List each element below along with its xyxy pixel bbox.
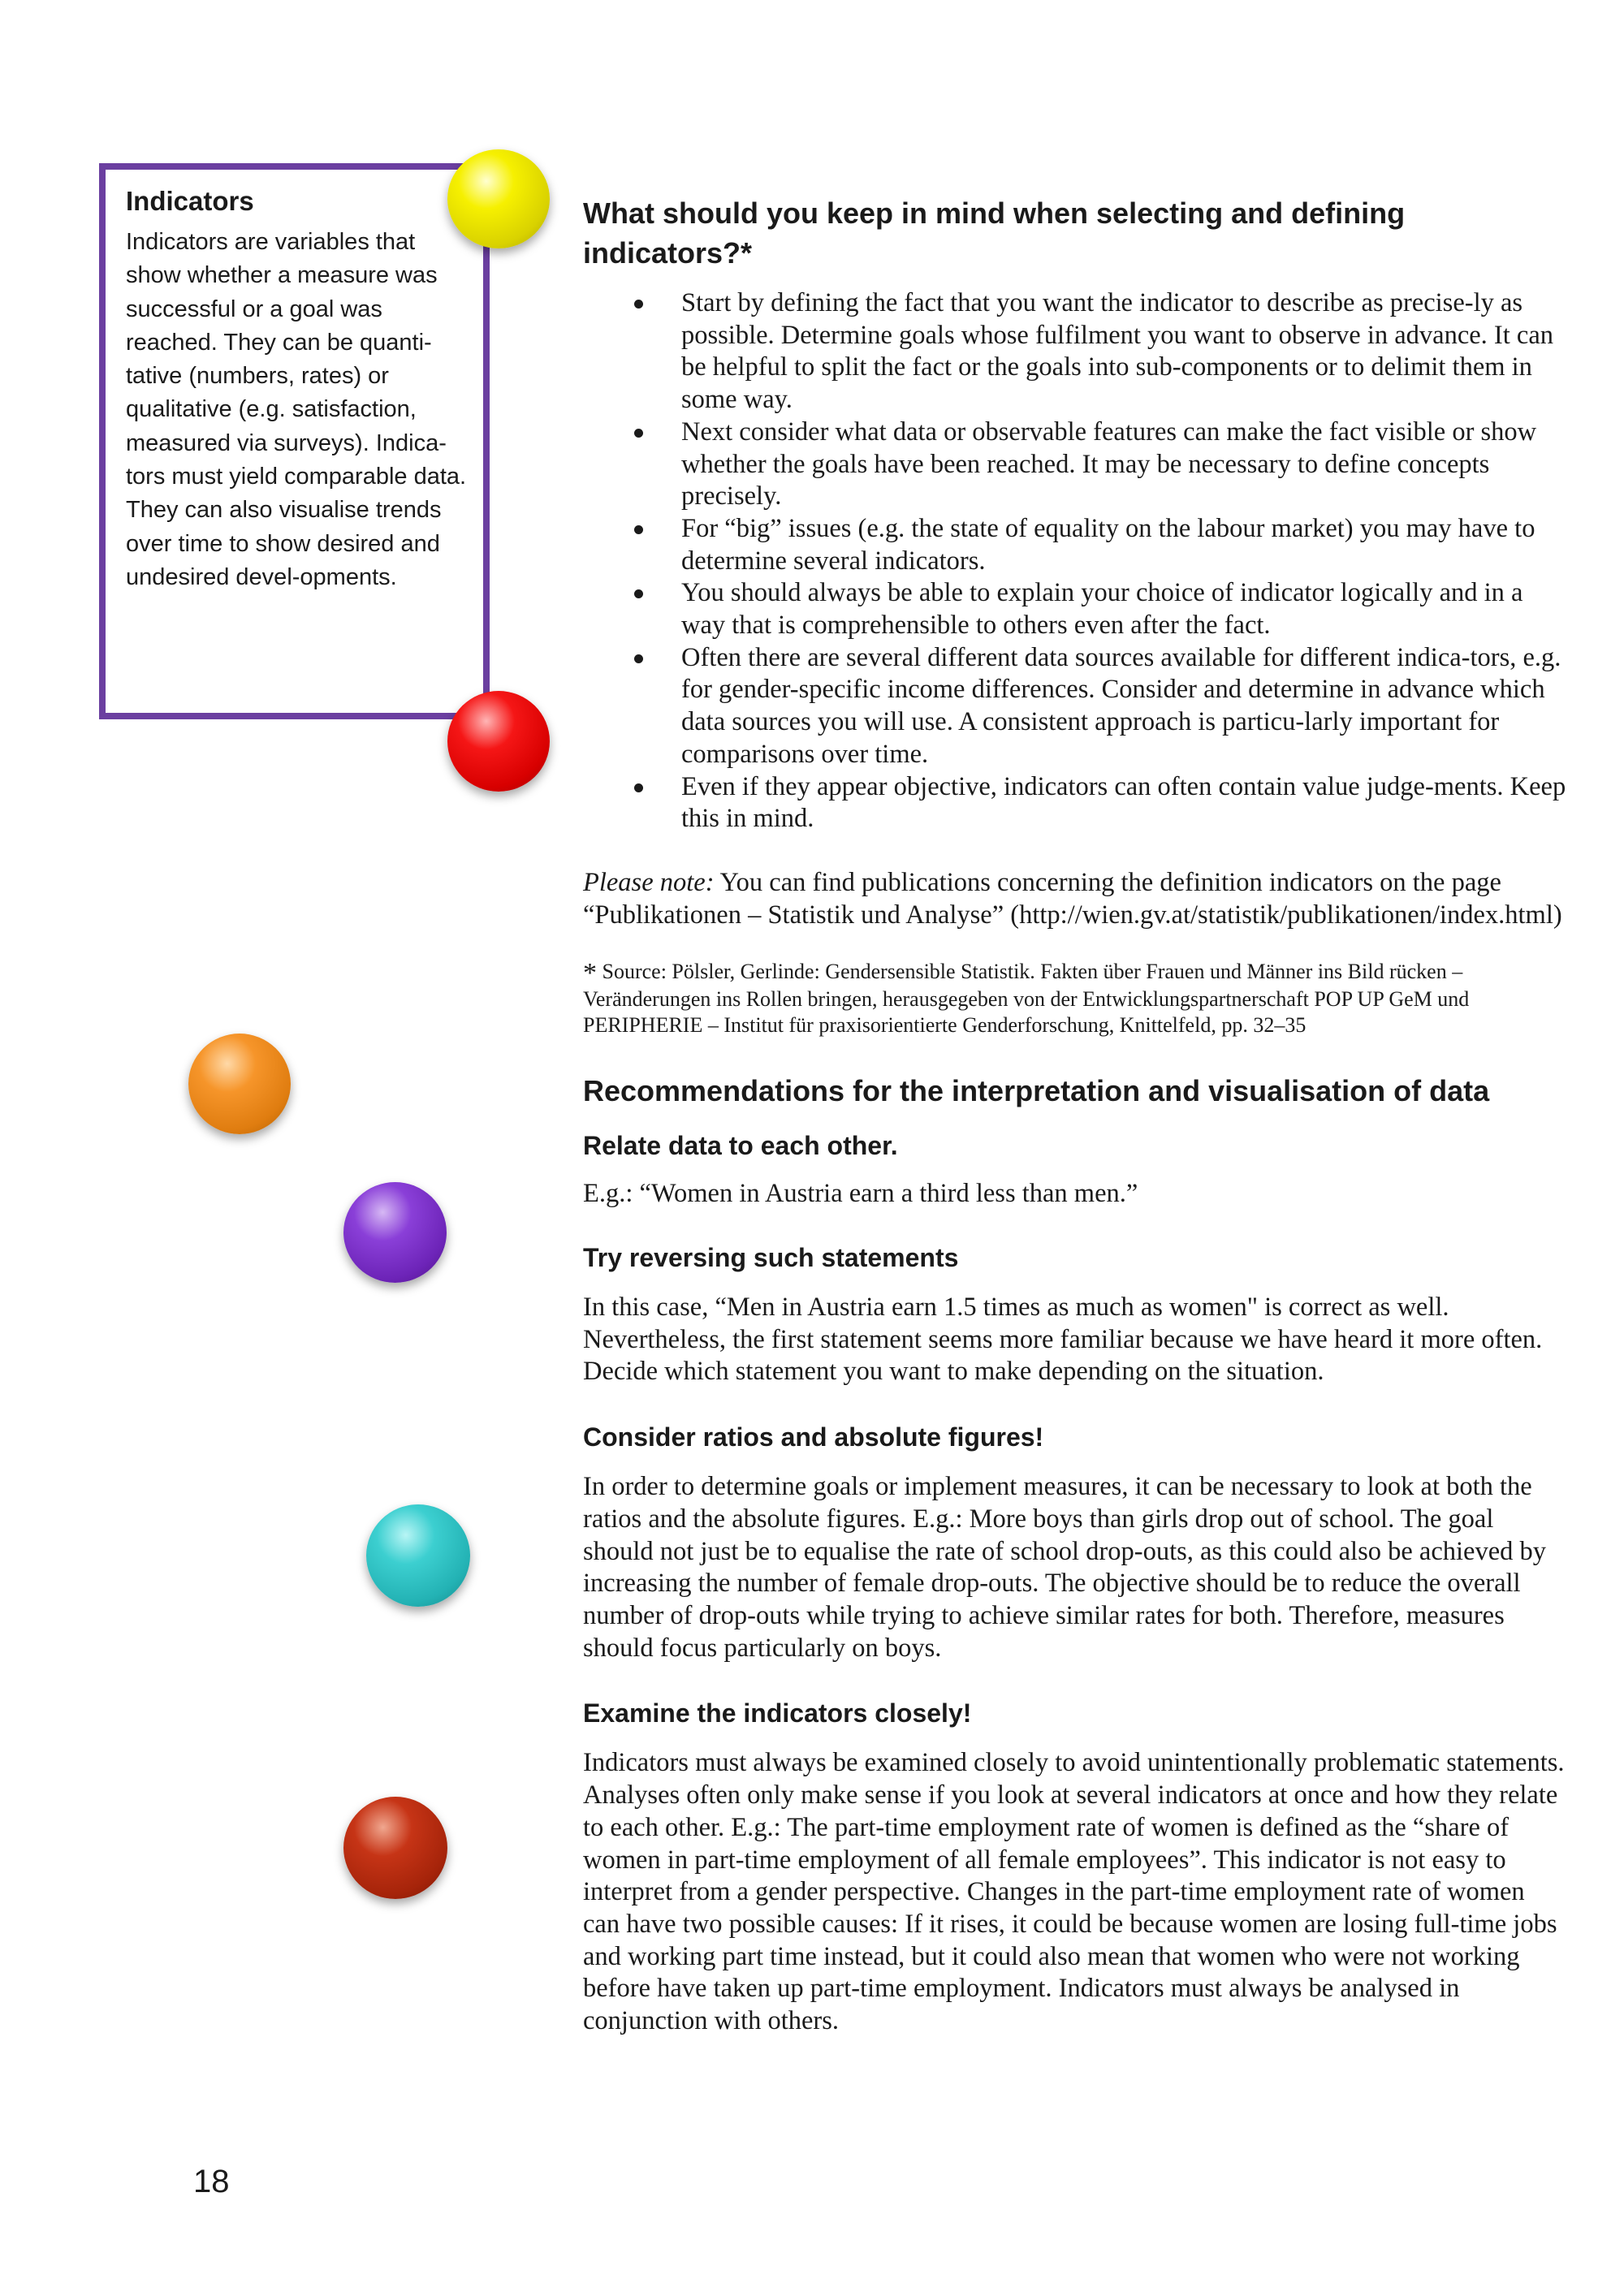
main-column [583, 193, 1567, 2038]
indicators-box-text: Indicators are variables that show whether a measure was successful or a goal was reached. They can be quanti-tative (numbers, rates) or qualitative (e.g. satisfaction, measured via surveys). Indica-tors must yield comparable data. They can also visualise trends over time to show desired and undesired devel-opments. [126, 229, 467, 590]
section-heading-indicators: What should you keep in mind when selecting and defining indicators?* [583, 196, 1406, 270]
please-note-text: You can find publications concerning the definition indicators on the page “Publikationen – Statistik und Analyse” (http://wien.gv.at/statistik/publikationen/index.html) [583, 867, 1562, 930]
indicator-guidelines-list [583, 287, 1567, 835]
subheading-reversing-statements: Try reversing such statements [583, 1243, 959, 1273]
dark-red-ball-icon [343, 1797, 447, 1899]
purple-ball-icon [343, 1182, 447, 1283]
please-note-label: Please note: [583, 867, 715, 897]
subheading-examine-indicators: Examine the indicators closely! [583, 1698, 972, 1728]
paragraph-examine-indicators: Indicators must always be examined closely to avoid unintentionally problematic statements. Analyses often only make sense if you look at several indicators at once and how they relate to each other. E.g.: The part-time employment rate of women is defined as the “share of women in part-time employment of all female employees”. This indicator is not easy to interpret from a gender perspective. Changes in the part-time employment rate of women can have two possible causes: If it rises, it could be because women are losing full-time jobs and working part time instead, but it could also mean that women who were not working before have taken up part-time employment. Indicators must always be analysed in conjunction with others. [583, 1748, 1565, 2036]
list-item: Next consider what data or observable features can make the fact visible or show whether the goals have been reached. It may be necessary to define concepts precisely. [583, 416, 1567, 513]
list-item: You should always be able to explain your choice of indicator logically and in a way that is comprehensible to others even after the fact. [583, 577, 1567, 641]
indicators-box-title: Indicators [126, 186, 254, 216]
paragraph-ratios-figures: In order to determine goals or implement measures, it can be necessary to look at both the ratios and the absolute figures. E.g.: More boys than girls drop out of school. The goal should not just be to equalise the rate of school drop-outs, as this could also be achieved by increasing the number of female drop-outs. The objective should be to reduce the overall number of drop-outs while trying to achieve similar rates for both. Therefore, measures should focus particularly on boys. [583, 1472, 1546, 1663]
page-number: 18 [193, 2164, 230, 2199]
list-item: For “big” issues (e.g. the state of equality on the labour market) you may have to determine several indicators. [583, 513, 1567, 577]
paragraph-relate-data: E.g.: “Women in Austria earn a third less than men.” [583, 1179, 1138, 1209]
source-citation [583, 959, 1567, 1038]
source-text: Source: Pölsler, Gerlinde: Gendersensible Statistik. Fakten über Frauen und Männer ins Bild rücken – Veränderungen ins Rollen bringen, herausgegeben von der Entwicklungspartnerschaft POP UP GeM und PERIPHERIE – Institut für praxisorientierte Genderforschung, Knittelfeld, pp. 32–35 [583, 960, 1470, 1038]
teal-ball-icon [366, 1504, 470, 1607]
paragraph-reversing-statements: In this case, “Men in Austria earn 1.5 times as much as women" is correct as well. Nevertheless, the first statement seems more familiar because we have heard it more often. Decide which statement you want to make depending on the situation. [583, 1293, 1543, 1387]
list-item: Even if they appear objective, indicators can often contain value judge-ments. Keep this in mind. [583, 771, 1567, 835]
subheading-relate-data: Relate data to each other. [583, 1131, 898, 1161]
section-heading-recommendations: Recommendations for the interpretation and visualisation of data [583, 1074, 1490, 1108]
please-note [583, 867, 1567, 931]
source-asterisk: * [583, 958, 597, 989]
orange-ball-icon [188, 1034, 291, 1134]
subheading-ratios-figures: Consider ratios and absolute figures! [583, 1422, 1044, 1452]
red-ball-icon [447, 691, 550, 792]
yellow-ball-icon [447, 149, 550, 248]
list-item: Start by defining the fact that you want the indicator to describe as precise-ly as possible. Determine goals whose fulfilment you want to observe in advance. It can be helpful to split the fact or the goals into sub-components or to delimit them in some way. [583, 287, 1567, 416]
list-item: Often there are several different data sources available for different indica-tors, e.g. for gender-specific income differences. Consider and determine in advance which data sources you will use. A consistent approach is particu-larly important for comparisons over time. [583, 642, 1567, 771]
